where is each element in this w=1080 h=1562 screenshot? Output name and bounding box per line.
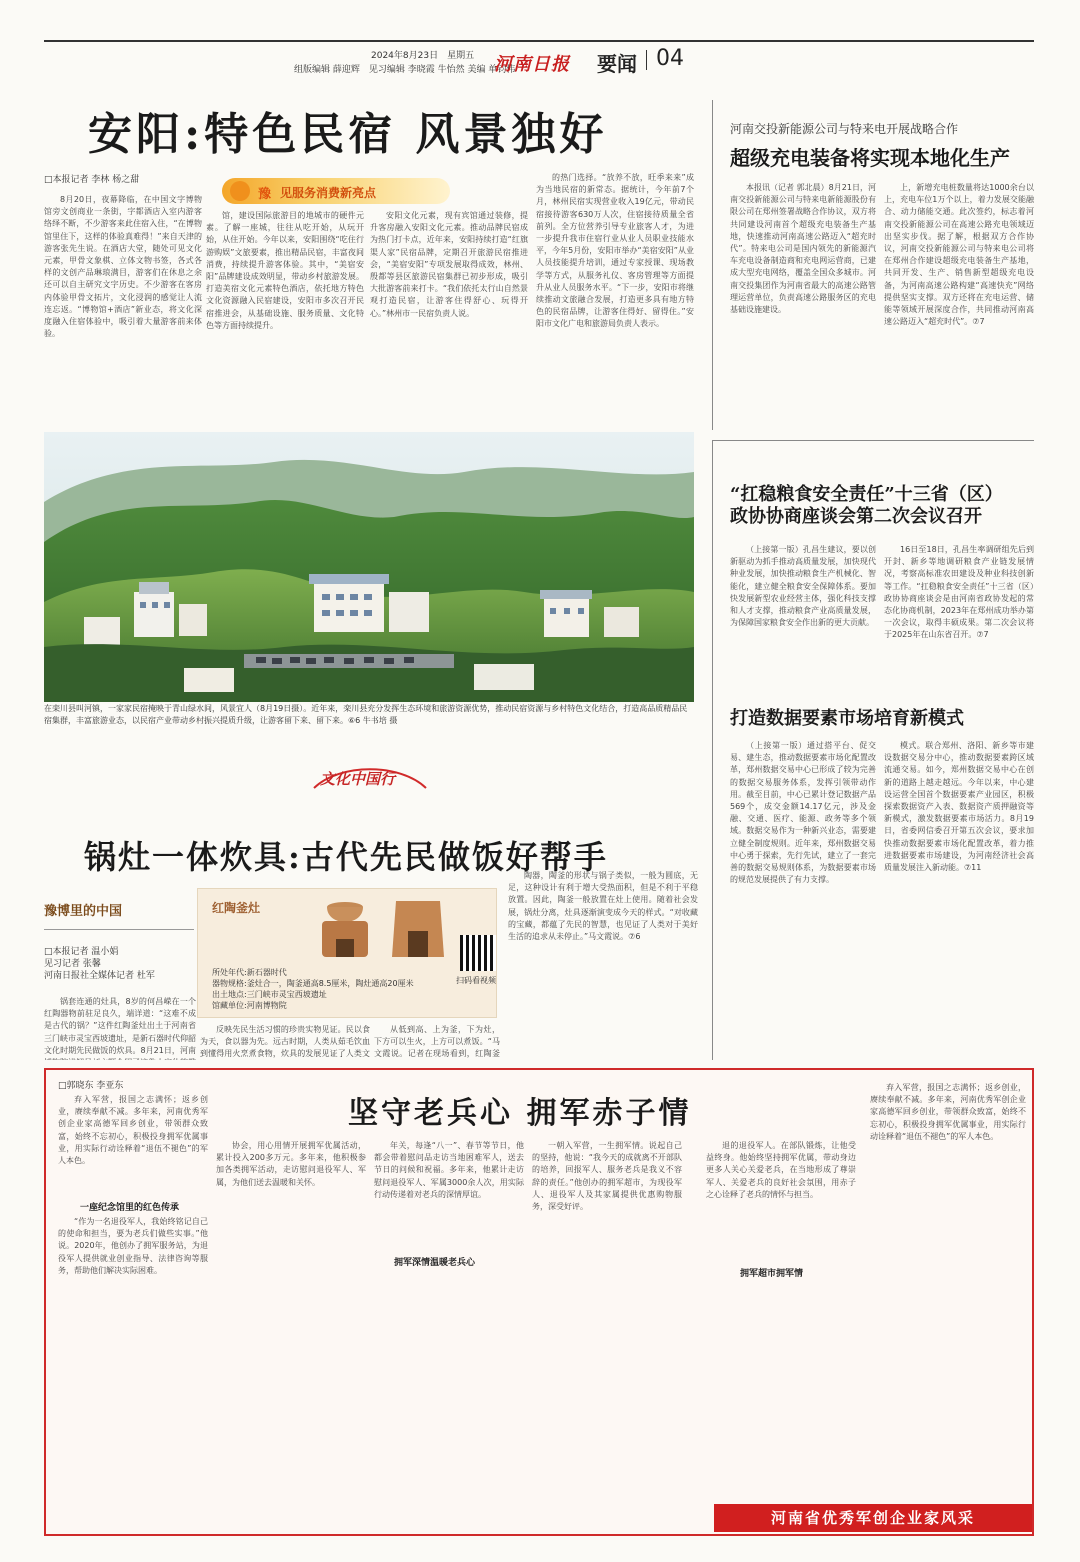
culture-headline: 锅灶一体炊具:古代先民做饭好帮手 <box>84 838 608 876</box>
masthead <box>44 40 1034 76</box>
feature-headline: 坚守老兵心 拥军赤子情 <box>348 1096 692 1131</box>
main-col-1: 8月20日，夜幕降临，在中国文字博物馆旁文创商业一条街，字都酒店入室内游客络绎不断，不少游客来此住宿入住，“在博物馆里住下，这样的体验真难得！”来自天津的游客张先生说。在酒店大堂，随处可见文化元素，甲骨文象棋、立体文物书签，各式各样的文创产品琳琅满目，游客们在休息之余还可以自主研究文字历史。不少游客在客房内体验甲骨文拓片，文化浸润的感觉让人流连忘返。“博物馆+酒店”新业态，将文化深度融入住宿体验中，吸引着大量游客前来体验。 <box>44 195 202 339</box>
main-col-2: 馆，建设国际旅游目的地城市的硬件元素。了解一座城，往往从吃开始，从玩开始，从住开始。今年以来，安阳围绕“吃住行游购娱”文旅要素，推出精品民宿，丰富夜间消费，持续提升游客体验。其中，“美宿安阳”品牌建设成效明显，带动乡村旅游发展。打造美宿文化元素特色酒店，依托地方特色文化资源融入民宿建设，安阳市多次召开民宿推进会，从基础设施、服务质量、文化特色等方面持续提升。 <box>206 211 364 330</box>
right-data-col-2: 模式。联合郑州、洛阳、新乡等市建设数据交易分中心，推动数据要素跨区域流通交易。如今，郑州数据交易中心在创新的道路上越走越远。今年以来，中心建设运营全国首个数据要素产业园区，积极探索数据资产入表、数据资产质押融资等新模式，激发数据要素市场活力。8月19日，省委网信委召开第五次会议，要求加快推动数据要素市场化配置改革，着力推进数据要素市场建设，为河南经济社会高质量发展注入新动能。⑦11 <box>884 741 1034 873</box>
right-mid-headline-2: 政协协商座谈会第二次会议召开 <box>730 506 982 527</box>
right-mid-headline-1: “扛稳粮食安全责任”十三省（区） <box>730 484 1003 505</box>
culture-col-3: 从低到高、上为釜，下为灶，下方可以生火，上方可以煮饭。“马文霞说。记者在现场看到，红陶釜 <box>374 1025 500 1059</box>
artifact-card <box>197 888 497 1018</box>
feature-col-1: 弃入军营，报国之志满怀；返乡创业，赓续奉献不减。多年来，河南优秀军创企业家高德军回乡创业，带领群众致富，始终不忘初心，积极投身拥军优属事业，用实际行动诠释着“退伍不褪色”的军人本色。 <box>58 1095 208 1166</box>
feature-col-3: 年关，每逢“八一”、春节等节日，他都会带着慰问品走访当地困难军人，送去节日的问候和祝福。多年来，他累计走访慰问退役军人、军属3000余人次，用实际行动传递着对老兵的深情厚谊。 <box>374 1141 524 1199</box>
culture-banner-text: 文化中国行 <box>320 770 396 788</box>
artifact-museum: 馆藏单位:河南博物院 <box>212 1001 287 1010</box>
feature-col-6: 弃入军营，报国之志满怀；返乡创业，赓续奉献不减。多年来，河南优秀军创企业家高德军回乡创业，带领群众致富，始终不忘初心，积极投身拥军优属事业，用实际行动诠释着“退伍不褪色”的军人本色。 <box>870 1083 1026 1141</box>
artifact-info: 器物规格:釜灶合一，陶釜通高8.5厘米，陶灶通高20厘米 <box>212 979 414 988</box>
tag-label: 见服务消费新亮点 <box>280 186 377 200</box>
feature-footer-banner: 河南省优秀军创企业家风采 <box>714 1504 1032 1532</box>
right-mid-col-2: 16日至18日，孔昌生率调研组先后到开封、新乡等地调研粮食产业链发展情况，考察高标准农田建设及种业科技创新等工作。“扛稳粮食安全责任”十三省（区）政协协商座谈会是由河南省政协发起的常态化协商机制，2023年在郑州成功举办第一次会议，取得丰硕成果。第二次会议将于2025年在山东省召开。⑦7 <box>884 545 1034 640</box>
feature-col-4: 一朝入军营，一生拥军情。说起自己的坚持，他说：“我今天的成就离不开部队的培养，回报军人、服务老兵是我义不容辞的责任。”他创办的拥军超市，为现役军人、退役军人及其家属提供优惠购物服务，深受好评。 <box>532 1141 682 1212</box>
qr-label: 扫码看视频 <box>456 976 496 985</box>
culture-byline: □本报记者 温小娟 见习记者 张馨 河南日报社全媒体记者 杜军 <box>44 947 155 981</box>
feature-byline: □郭晓东 李亚东 <box>58 1081 124 1091</box>
culture-col-2: 反映先民生活习惯的珍贵实物见证。民以食为天，食以器为先。远古时期，人类从茹毛饮血到懂得用火烹煮食物，炊具的发展见证了人类文 <box>200 1025 370 1059</box>
right-top-kicker: 河南交投新能源公司与特来电开展战略合作 <box>730 122 959 136</box>
culture-col-4: 陶器，陶釜的形状与锅子类似，一般为圆底，无足，这种设计有利于增大受热面积，但是不利于平稳放置。因此，陶釜一般放置在灶上使用。随着社会发展，锅灶分离，灶具逐渐演变成今天的样式。“对收藏的宝藏，都蕴了先民的智慧，也见证了人类对于美好生活的追求从未停止。”马文霞说。⑦6 <box>508 871 698 942</box>
newspaper-logo: 河南日报 <box>494 54 570 75</box>
column-label-text: 豫博里的中国 <box>44 904 123 919</box>
right-mid-col-1: （上接第一版）孔昌生建议，要以创新驱动为抓手推动高质量发展，加快现代种业发展，加快推动粮食生产机械化、智能化，建立健全粮食安全保障体系。要加快发展新型农业经营主体，强化科技支撑和人才支撑，推动粮食产业高质量发展，为保障国家粮食安全作出新的更大贡献。 <box>730 545 876 628</box>
tag-badge-icon <box>230 181 250 201</box>
page-number: 04 <box>656 46 684 71</box>
pottery-stove-front-icon <box>388 893 448 963</box>
feature-col-1b: “作为一名退役军人，我始终铭记自己的使命和担当，要为老兵们做些实事。”他说。2020年，他创办了拥军服务站，为退役军人提供就业创业指导、法律咨询等服务，帮助他们解决实际困难。 <box>58 1217 208 1275</box>
feature-subhead-3: 拥军超市拥军情 <box>740 1269 804 1279</box>
pottery-stove-icon <box>310 893 380 963</box>
feature-col-2: 协会，用心用情开展拥军优属活动，累计投入200多万元。多年来，他积极参加各类拥军活动，走访慰问退役军人、军属，为他们送去温暖和关怀。 <box>216 1141 366 1187</box>
divider <box>712 440 1034 441</box>
artifact-name: 红陶釜灶 <box>212 901 261 915</box>
main-col-4: 的热门选择。“放养不放，旺季来来”成为当地民宿的新常态。据统计，今年前7个月，林州民宿实现营业收入19亿元，带动民宿接待游客630万人次，住宿接待质量全省前列。全方位营养引导专业旅客人才，为进一步提升我市住宿行业从业人员职业技能水平，今年5月份，安阳市举办“美宿安阳”从业人员技能提升培训，通过专家授课、现场教学等方式，从服务礼仪、客房管理等方面提升从业人员服务水平。“下一步，安阳市将继续推动文旅融合发展，打造更多具有地方特色的民宿品牌，让游客住得好、留得住。”安阳市文化广电和旅游局负责人表示。 <box>536 173 694 329</box>
editors-line: 组版编辑 薛迎辉 见习编辑 李晓霞 牛怡然 美编 单钧伟 <box>294 65 516 75</box>
column-label <box>44 900 194 930</box>
landscape-photo <box>44 432 694 702</box>
culture-banner <box>310 758 430 798</box>
divider <box>646 50 647 70</box>
main-col-3: 安阳文化元素，现有宾馆通过装修，提升客房融入安阳文化元素。推动品牌民宿成为热门打卡点，近年来，安阳持续打造“红旗渠人家”民宿品牌，定期召开旅游民宿推进会，“美宿安阳”专项发展取得成效，林州、殷都等县区旅游民宿集群已初步形成，吸引大批游客前来打卡。“我们依托太行山自然景观打造民宿，让游客住得舒心、玩得开心。”林州市一民宿负责人说。 <box>370 211 528 318</box>
right-data-headline: 打造数据要素市场培育新模式 <box>730 708 964 729</box>
main-headline: 安阳:特色民宿 风景独好 <box>88 109 608 160</box>
photo-caption: 在栾川县叫河镇，一家家民宿掩映于青山绿水间，风景宜人（8月19日摄）。近年来，栾川县充分发挥生态环境和旅游资源优势，推动民宿资源与乡村特色文化结合，打造高品质精品民宿集群，丰富旅游业态，以民宿产业带动乡村振兴提质升级，让游客留下来、留下来。⑥6 牛书培 摄 <box>44 704 688 725</box>
right-top-col-1: 本报讯（记者 郭北晨）8月21日，河南交投新能源公司与特来电新能源股份有限公司在郑州签署战略合作协议，双方将共同建设河南首个超级充电装备生产基地，快速推动河南高速公路迈入“超充时代”。特来电公司是国内领先的新能源汽车充电设备制造商和充电网运营商，已建成大型充电网络，覆盖全国众多城市。河南交投集团作为河南省最大的高速公路管理运营单位，负责高速公路服务区的充电基础设施建设。 <box>730 183 876 315</box>
column-divider <box>712 100 713 430</box>
right-top-col-2: 上，新增充电桩数量将达1000余台以上，充电车位1万个以上，着力发展交能融合、动力储能交通。此次签约，标志着河南交投新能源公司在高速公路充电领域迈出坚实步伐。据了解，根据双方合作协议，河南交投新能源公司与特来电公司将在郑州合作建设超级充电装备生产基地，共同开发、生产、销售新型超级充电设备，为河南高速公路构建“高速快充”网络提供坚实支撑。双方还将在充电运营、储能等领域开展深度合作，共同推动河南高速公路迈入“超充时代”。⑦7 <box>884 183 1034 327</box>
right-data-col-1: （上接第一版）通过搭平台、促交易、建生态，推动数据要素市场化配置改革，郑州数据交易中心已形成了较为完善的数据交易服务体系，发挥引领带动作用。截至目前，中心已累计登记数据产品569个，成交金额14.17亿元，涉及金融、交通、医疗、能源、政务等多个领域。数据交易作为一种新兴业态，需要建立健全制度规则。近年来，郑州数据交易中心勇于探索，先行先试，建立了一套完善的数据交易规则体系，为数据要素市场的规范发展提供了有力支撑。 <box>730 741 876 885</box>
feature-subhead-1: 一座纪念馆里的红色传承 <box>80 1203 180 1213</box>
issue-date: 2024年8月23日 星期五 <box>371 51 475 61</box>
section-name: 要闻 <box>597 52 637 76</box>
feature-subhead-2: 拥军深情温暖老兵心 <box>394 1258 476 1268</box>
feature-col-5: 退的退役军人。在部队锻炼，让他受益终身。他始终坚持拥军优属，带动身边更多人关心关爱老兵，在当地形成了尊崇军人、关爱老兵的良好社会氛围，用赤子之心诠释了老兵的情怀与担当。 <box>706 1141 856 1199</box>
qr-code-icon[interactable] <box>460 935 496 971</box>
culture-col-1: 锅套连通的灶具，8岁的何昌嵘在一个红陶器物前驻足良久，端详道：“这难不成是古代的锅？”这件红陶釜灶出土于河南省三门峡市灵宝西坡遗址，是新石器时代仰韶文化时期先民做饭的炊具。8月21日，河南 <box>44 997 196 1055</box>
main-byline: □本报记者 李林 杨之甜 <box>44 175 140 185</box>
artifact-era: 所处年代:新石器时代 <box>212 968 287 977</box>
tag-badge-char: 豫 <box>258 187 272 202</box>
column-divider <box>712 440 713 1060</box>
artifact-site: 出土地点:三门峡市灵宝西坡遗址 <box>212 990 327 999</box>
right-top-headline: 超级充电装备将实现本地化生产 <box>730 146 1010 170</box>
section-tag <box>222 178 450 204</box>
